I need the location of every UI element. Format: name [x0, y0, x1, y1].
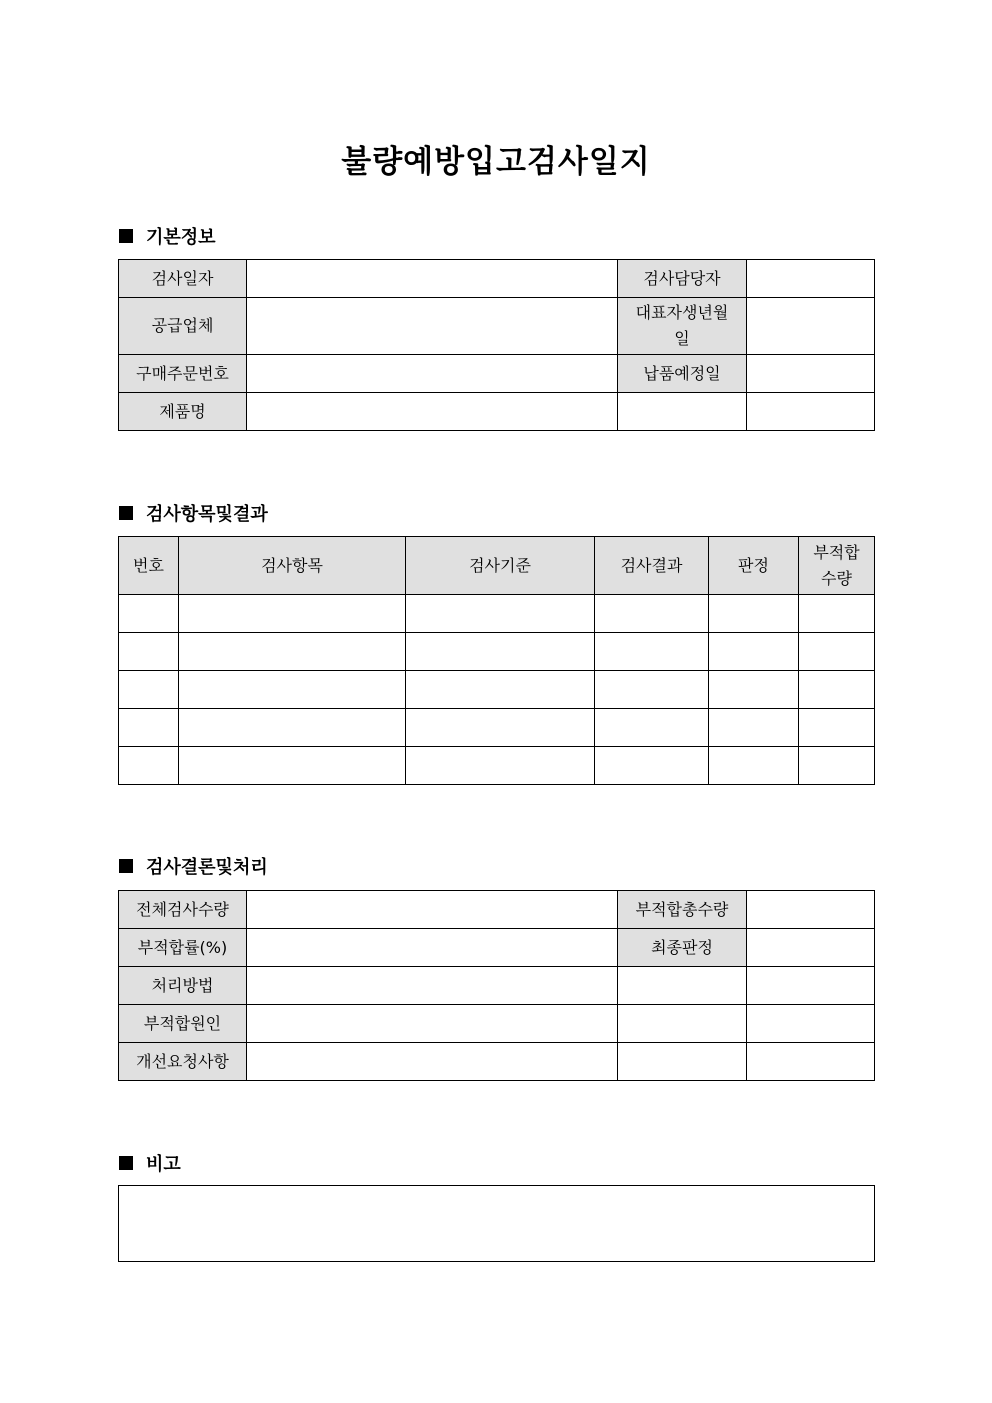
column-header-standard: 검사기준	[406, 537, 595, 595]
label-cell: 개선요청사항	[119, 1043, 247, 1081]
table-cell[interactable]	[595, 671, 709, 709]
table-cell[interactable]	[595, 595, 709, 633]
table-cell[interactable]	[119, 595, 179, 633]
table-row	[119, 671, 875, 709]
remarks-box[interactable]	[118, 1185, 875, 1262]
label-cell: 부적합률(%)	[119, 929, 247, 967]
section-heading-inspection-items	[119, 500, 268, 526]
blank-cell	[618, 393, 747, 431]
blank-cell	[618, 967, 747, 1005]
table-cell[interactable]	[119, 633, 179, 671]
table-cell[interactable]	[595, 747, 709, 785]
section-heading-label: 기본정보	[146, 227, 216, 248]
table-row	[119, 633, 875, 671]
label-cell: 구매주문번호	[119, 355, 247, 393]
label-cell: 대표자생년월일	[618, 298, 747, 355]
table-cell[interactable]	[406, 671, 595, 709]
page-title: 불량예방입고검사일지	[341, 144, 651, 180]
column-header-result: 검사결과	[595, 537, 709, 595]
blank-cell[interactable]	[747, 393, 875, 431]
table-cell[interactable]	[799, 671, 875, 709]
delivery-date-field[interactable]	[747, 355, 875, 393]
treatment-method-field[interactable]	[247, 967, 618, 1005]
table-row	[119, 967, 875, 1005]
final-judgment-field[interactable]	[747, 929, 875, 967]
table-cell[interactable]	[709, 595, 799, 633]
table-cell[interactable]	[179, 671, 406, 709]
label-cell: 처리방법	[119, 967, 247, 1005]
table-cell[interactable]	[179, 633, 406, 671]
table-cell[interactable]	[406, 633, 595, 671]
blank-cell	[618, 1043, 747, 1081]
table-row	[119, 260, 875, 298]
column-header-item: 검사항목	[179, 537, 406, 595]
representative-birthdate-field[interactable]	[747, 298, 875, 355]
table-cell[interactable]	[179, 595, 406, 633]
square-bullet-icon	[119, 859, 133, 873]
improvement-request-field[interactable]	[247, 1043, 618, 1081]
table-row	[119, 1043, 875, 1081]
label-cell: 부적합총수량	[618, 891, 747, 929]
table-row	[119, 595, 875, 633]
label-cell: 검사담당자	[618, 260, 747, 298]
section-heading-label: 검사결론및처리	[146, 857, 268, 878]
blank-cell[interactable]	[747, 967, 875, 1005]
table-cell[interactable]	[799, 747, 875, 785]
section-heading-basic-info	[119, 223, 216, 249]
inspector-field[interactable]	[747, 260, 875, 298]
square-bullet-icon	[119, 229, 133, 243]
blank-cell[interactable]	[747, 1043, 875, 1081]
square-bullet-icon	[119, 1156, 133, 1170]
label-cell: 전체검사수량	[119, 891, 247, 929]
blank-cell	[618, 1005, 747, 1043]
label-cell: 제품명	[119, 393, 247, 431]
table-cell[interactable]	[799, 633, 875, 671]
column-header-defect-qty: 부적합수량	[799, 537, 875, 595]
table-row	[119, 891, 875, 929]
section-heading-label: 비고	[146, 1154, 181, 1175]
table-cell[interactable]	[406, 747, 595, 785]
table-row	[119, 709, 875, 747]
supplier-field[interactable]	[247, 298, 618, 355]
table-cell[interactable]	[709, 633, 799, 671]
table-row	[119, 929, 875, 967]
table-cell[interactable]	[406, 595, 595, 633]
table-cell[interactable]	[709, 747, 799, 785]
table-row	[119, 393, 875, 431]
table-cell[interactable]	[595, 709, 709, 747]
table-cell[interactable]	[179, 709, 406, 747]
section-heading-conclusion	[119, 853, 268, 879]
table-row	[119, 355, 875, 393]
label-cell: 최종판정	[618, 929, 747, 967]
defect-cause-field[interactable]	[247, 1005, 618, 1043]
section-heading-remarks	[119, 1150, 181, 1176]
table-header-row	[119, 537, 875, 595]
blank-cell[interactable]	[747, 1005, 875, 1043]
table-cell[interactable]	[799, 595, 875, 633]
purchase-order-field[interactable]	[247, 355, 618, 393]
table-row	[119, 1005, 875, 1043]
label-cell: 공급업체	[119, 298, 247, 355]
table-cell[interactable]	[179, 747, 406, 785]
basic-info-table	[118, 259, 875, 431]
inspection-items-table	[118, 536, 875, 785]
table-cell[interactable]	[709, 709, 799, 747]
total-defect-qty-field[interactable]	[747, 891, 875, 929]
section-heading-label: 검사항목및결과	[146, 504, 268, 525]
label-cell: 검사일자	[119, 260, 247, 298]
table-cell[interactable]	[406, 709, 595, 747]
table-cell[interactable]	[119, 709, 179, 747]
conclusion-table	[118, 890, 875, 1081]
column-header-number: 번호	[119, 537, 179, 595]
table-cell[interactable]	[799, 709, 875, 747]
inspection-date-field[interactable]	[247, 260, 618, 298]
defect-rate-field[interactable]	[247, 929, 618, 967]
square-bullet-icon	[119, 506, 133, 520]
total-inspection-qty-field[interactable]	[247, 891, 618, 929]
product-name-field[interactable]	[247, 393, 618, 431]
label-cell: 납품예정일	[618, 355, 747, 393]
table-cell[interactable]	[119, 671, 179, 709]
table-cell[interactable]	[595, 633, 709, 671]
column-header-judgment: 판정	[709, 537, 799, 595]
table-row	[119, 747, 875, 785]
table-cell[interactable]	[709, 671, 799, 709]
label-cell: 부적합원인	[119, 1005, 247, 1043]
table-row	[119, 298, 875, 355]
table-cell[interactable]	[119, 747, 179, 785]
